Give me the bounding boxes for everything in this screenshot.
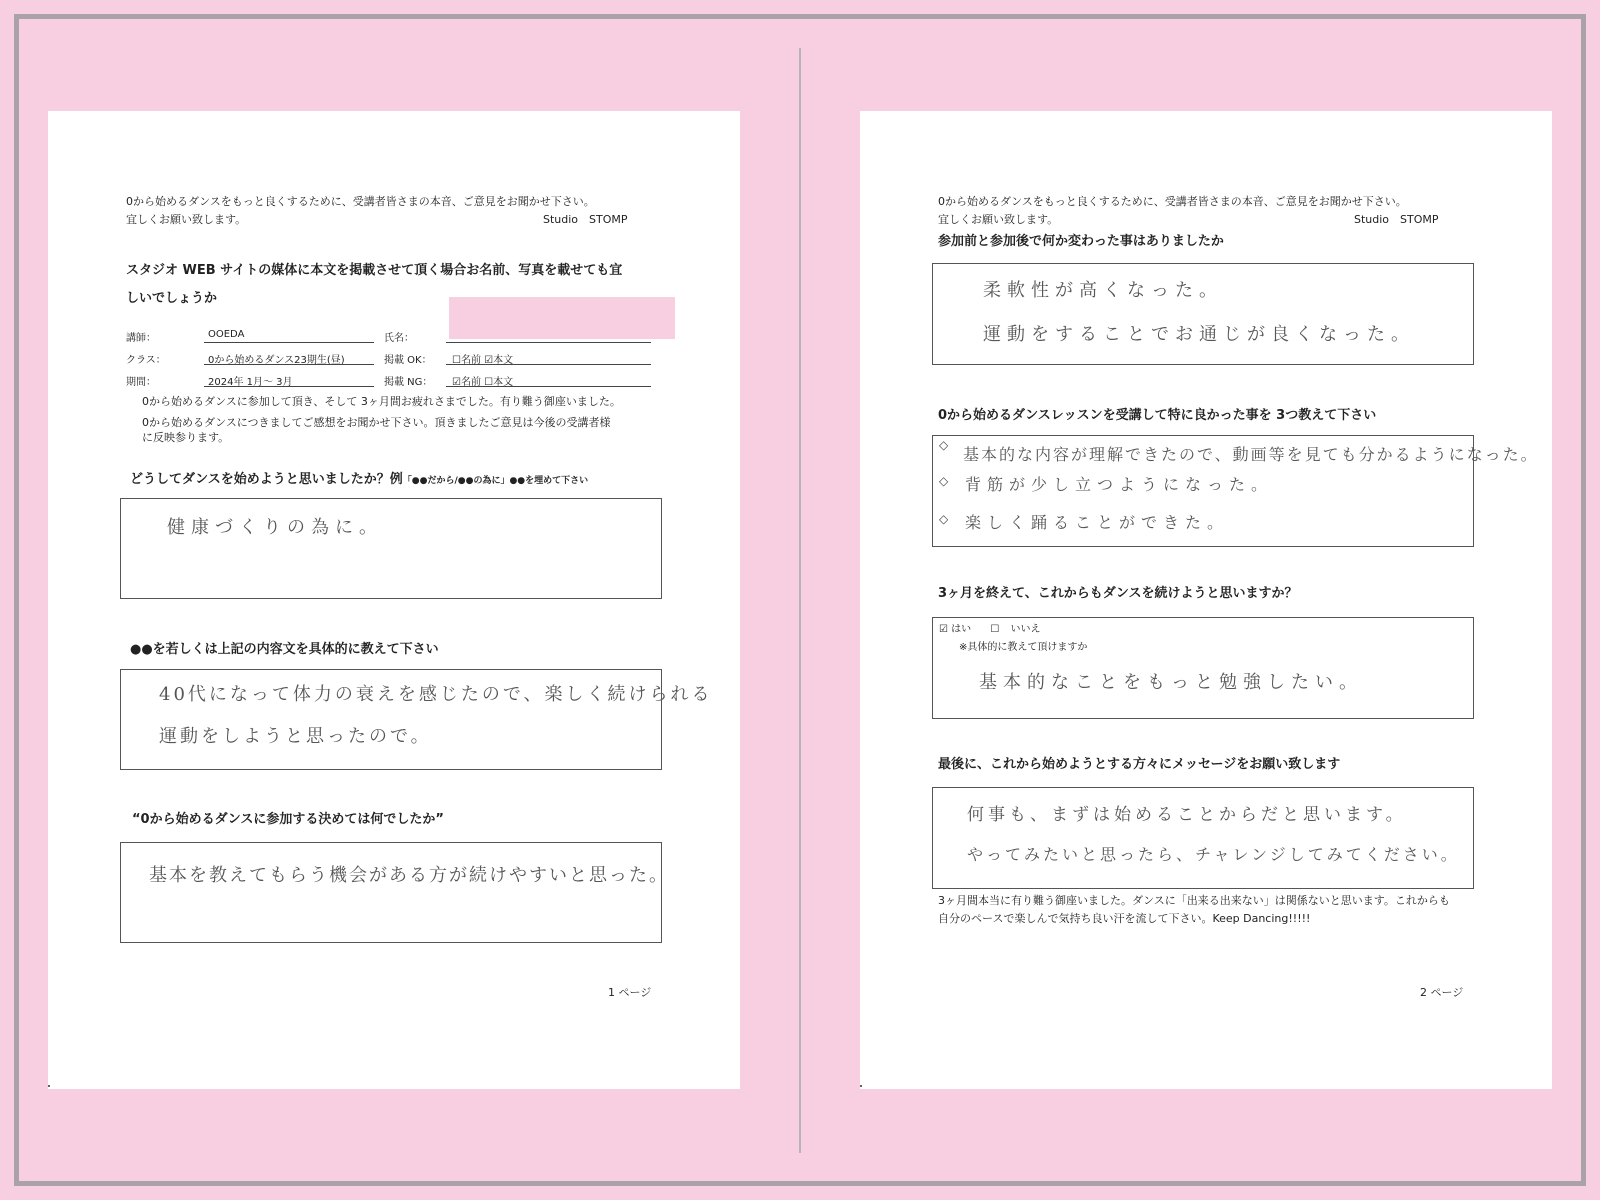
studio-name: Studio STOMP	[543, 213, 628, 226]
yes-option	[939, 620, 1041, 635]
closing-line-1: 3ヶ月間本当に有り難う御座いました。ダンスに「出来る出来ない」は関係ないと思います。これからも	[938, 894, 1450, 907]
web-question-line-2: しいでしょうか	[126, 291, 218, 306]
class-value: 0から始めるダンス23期生(昼)	[208, 355, 345, 366]
studio-name: Studio STOMP	[1354, 213, 1439, 226]
class-underline	[204, 364, 374, 365]
answer-2-box	[120, 669, 713, 770]
no-checkbox-icon: ☐	[990, 624, 1000, 635]
no-label: いいえ	[1010, 624, 1041, 635]
answer-5-item-1: 基本的な内容が理解できたので、動画等を見ても分かるようになった。	[963, 445, 1539, 464]
publish-ok-value: ☐名前 ☑本文	[452, 355, 514, 366]
answer-1-text: 健康づくりの為に。	[167, 517, 383, 538]
instructor-label: 講師：	[126, 333, 156, 344]
publish-ng-value: ☑名前 ☐本文	[452, 377, 514, 388]
page-number-1: 1 ページ	[608, 986, 652, 999]
answer-2-line-2: 運動をしようと思ったので。	[159, 726, 432, 747]
answer-5-item-3: 楽しく踊ることができた。	[965, 513, 1230, 532]
instructor-value: OOEDA	[208, 329, 245, 340]
answer-4-line-1: 柔軟性が高くなった。	[983, 280, 1223, 301]
web-question-line-1: スタジオ WEB サイトの媒体に本文を掲載させて頂く場合お名前、写真を載せても宜	[126, 263, 623, 278]
question-6: 3ヶ月を終えて、これからもダンスを続けようと思いますか？	[938, 586, 1298, 601]
intro-line-2: 宜しくお願い致します。	[126, 213, 247, 226]
question-4: 参加前と参加後で何か変わった事はありましたか	[938, 234, 1224, 249]
question-5: 0から始めるダンスレッスンを受講して特に良かった事を 3つ教えて下さい	[938, 408, 1377, 423]
closing-line-2: 自分のペースで楽しんで気持ち良い汗を流して下さい。Keep Dancing!!!!!	[938, 912, 1311, 925]
feedback-line-2: に反映参ります。	[142, 431, 230, 444]
diamond-bullet-2: ◇	[939, 474, 949, 488]
instructor-underline	[204, 342, 374, 343]
answer-6-box	[932, 617, 1474, 719]
question-2: ●●を若しくは上記の内容文を具体的に教えて下さい	[130, 642, 439, 657]
question-1	[130, 468, 588, 487]
scan-speck	[48, 1085, 50, 1087]
yes-checkbox-checked-icon: ☑	[939, 624, 948, 635]
answer-6-text: 基本的なことをもっと勉強したい。	[979, 672, 1363, 693]
answer-2-line-1: 40代になって体力の衰えを感じたので、楽しく続けられる	[159, 684, 713, 705]
name-label: 氏名：	[384, 333, 414, 344]
answer-4-box	[932, 263, 1474, 365]
survey-page-1	[48, 111, 740, 1089]
page-number-2: 2 ページ	[1420, 986, 1464, 999]
intro-line-1: 0から始めるダンスをもっと良くするために、受講者皆さまの本音、ご意見をお聞かせ下さい。	[938, 195, 1407, 208]
answer-5-item-2: 背筋が少し立つようになった。	[965, 475, 1274, 494]
answer-3-text: 基本を教えてもらう機会がある方が続けやすいと思った。	[149, 865, 669, 886]
feedback-line-1: 0から始めるダンスにつきましてご感想をお聞かせ下さい。頂きましたご意見は今後の受講者様	[142, 416, 611, 429]
answer-7-box	[932, 787, 1474, 889]
period-value: 2024年 1月〜 3月	[208, 377, 293, 388]
answer-1-box	[120, 498, 662, 599]
detail-prompt: ※具体的に教えて頂けますか	[959, 642, 1088, 653]
thanks-line: 0から始めるダンスに参加して頂き、そして 3ヶ月間お疲れさまでした。有り難う御座いました。	[142, 395, 621, 408]
answer-7-line-1: 何事も、まずは始めることからだと思います。	[967, 805, 1407, 825]
survey-page-2	[860, 111, 1552, 1089]
diamond-bullet-3: ◇	[939, 512, 949, 526]
diamond-bullet-1: ◇	[939, 438, 949, 452]
name-underline	[446, 342, 651, 343]
publish-ng-underline	[446, 386, 651, 387]
answer-5-box	[932, 435, 1539, 547]
scan-speck	[860, 1085, 862, 1087]
question-1-example: 「●●だから/●●の為に」●●を埋めて下さい	[402, 476, 589, 486]
answer-7-line-2: やってみたいと思ったら、チャレンジしてみてください。	[967, 845, 1460, 864]
intro-line-1: 0から始めるダンスをもっと良くするために、受講者皆さまの本音、ご意見をお聞かせ下さい。	[126, 195, 595, 208]
answer-3-box	[120, 842, 669, 943]
publish-ok-underline	[446, 364, 651, 365]
class-label: クラス：	[126, 355, 166, 366]
page-divider	[799, 48, 801, 1153]
intro-line-2: 宜しくお願い致します。	[938, 213, 1059, 226]
yes-label: はい	[951, 624, 972, 635]
question-1-main: どうしてダンスを始めようと思いましたか？例	[130, 472, 403, 487]
question-7: 最後に、これから始めようとする方々にメッセージをお願い致します	[938, 757, 1341, 772]
answer-4-line-2: 運動をすることでお通じが良くなった。	[983, 324, 1415, 345]
period-underline	[204, 386, 374, 387]
publish-ng-label: 掲載 NG：	[384, 377, 433, 388]
publish-ok-label: 掲載 OK：	[384, 355, 432, 366]
period-label: 期間：	[126, 377, 156, 388]
question-3: “0から始めるダンスに参加する決めては何でしたか”	[132, 812, 444, 827]
name-redaction	[449, 297, 675, 339]
